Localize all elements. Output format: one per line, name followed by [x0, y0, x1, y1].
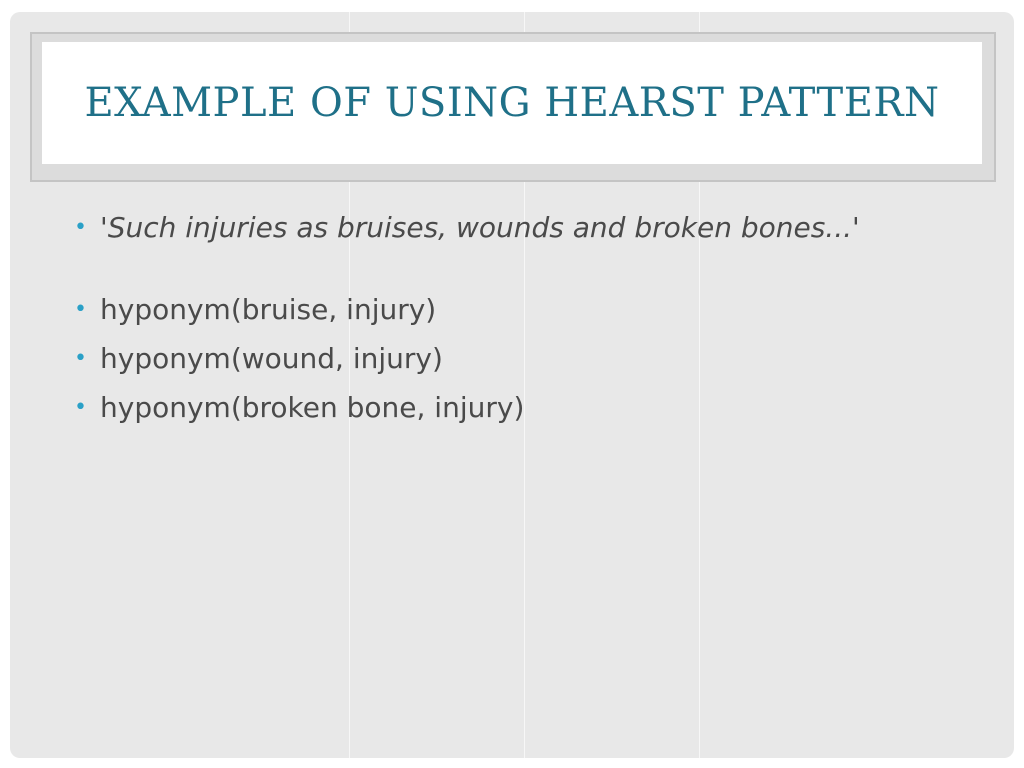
- bullet-text: hyponym(bruise, injury): [100, 293, 437, 326]
- bullet-list: [72, 206, 872, 435]
- bullet-text: hyponym(broken bone, injury): [100, 391, 525, 424]
- slide: [10, 12, 1014, 758]
- bullet-text: 'Such injuries as bruises, wounds and broken bones...': [100, 211, 860, 244]
- title-box: [42, 42, 982, 164]
- bullet-dot-icon: •: [74, 346, 87, 371]
- slide-title: EXAMPLE OF USING HEARST PATTERN: [84, 80, 940, 126]
- bullet-dot-icon: •: [74, 215, 87, 240]
- title-frame: [30, 32, 996, 182]
- list-item: [72, 337, 872, 380]
- list-item: [72, 206, 872, 250]
- list-item: [72, 386, 872, 429]
- list-item: [72, 288, 872, 331]
- bullet-dot-icon: •: [74, 297, 87, 322]
- bullet-text: hyponym(wound, injury): [100, 342, 443, 375]
- bullet-dot-icon: •: [74, 395, 87, 420]
